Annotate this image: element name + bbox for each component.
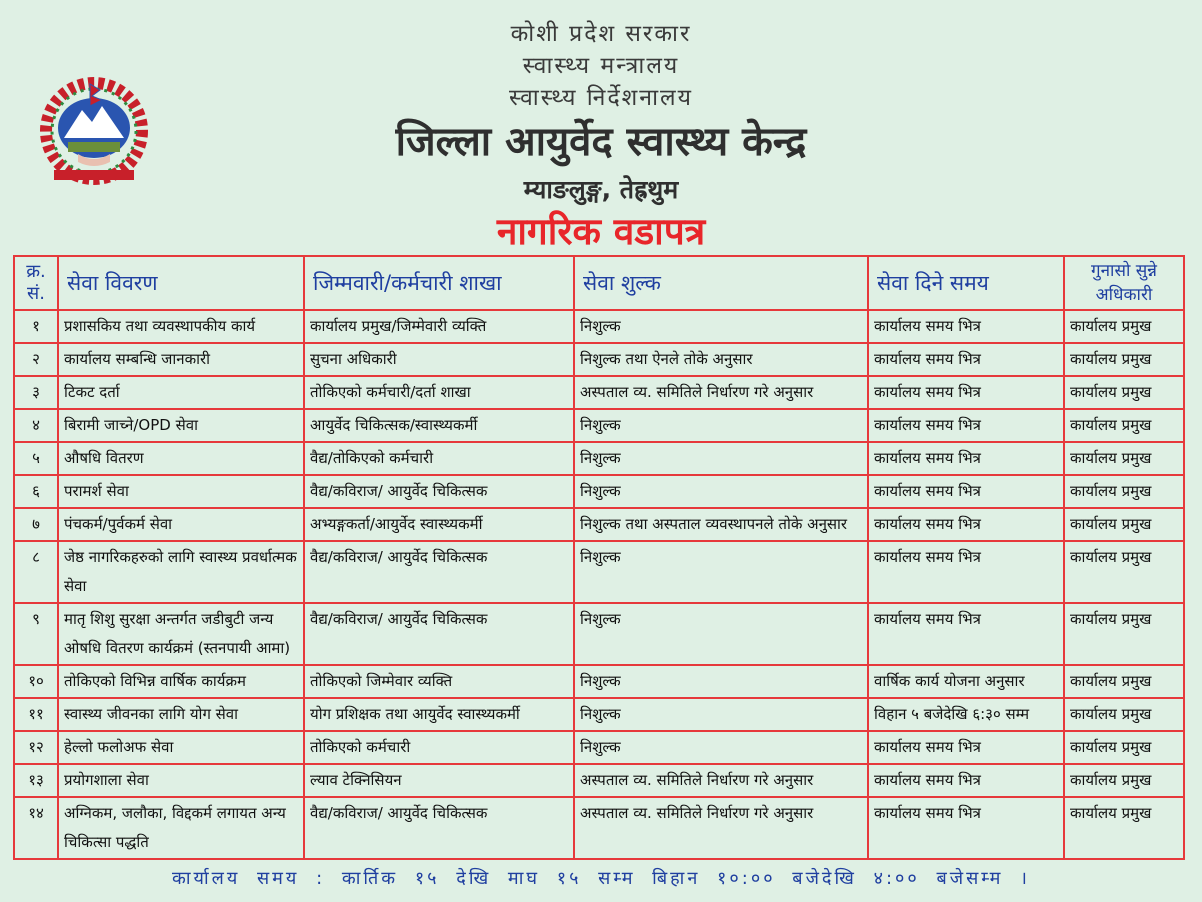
header-fee: सेवा शुल्क [574, 256, 868, 310]
table-row [14, 508, 1184, 541]
cell-sn: २ [14, 343, 58, 376]
directorate-name: स्वास्थ्य निर्देशनालय [509, 85, 693, 111]
cell-time: कार्यालय समय भित्र [868, 731, 1064, 764]
office-hours-footer: कार्यालय समय : कार्तिक १५ देखि माघ १५ सम्म बिहान १०:०० बजेदेखि ४:०० बजेसम्म । [172, 868, 1030, 889]
cell-fee: निशुल्क [574, 665, 868, 698]
cell-responsible: तोकिएको जिम्मेवार व्यक्ति [304, 665, 574, 698]
header-time: सेवा दिने समय [868, 256, 1064, 310]
cell-authority: कार्यालय प्रमुख [1064, 541, 1184, 603]
cell-authority: कार्यालय प्रमुख [1064, 508, 1184, 541]
cell-authority: कार्यालय प्रमुख [1064, 310, 1184, 343]
office-location: म्याङलुङ्ग, तेह्रथुम [523, 175, 679, 204]
cell-time: कार्यालय समय भित्र [868, 541, 1064, 603]
cell-fee: निशुल्क [574, 475, 868, 508]
cell-sn: ५ [14, 442, 58, 475]
cell-time: कार्यालय समय भित्र [868, 409, 1064, 442]
cell-service: कार्यालय सम्बन्धि जानकारी [58, 343, 304, 376]
cell-service: परामर्श सेवा [58, 475, 304, 508]
government-name: कोशी प्रदेश सरकार [510, 21, 692, 47]
cell-sn: ११ [14, 698, 58, 731]
table-row [14, 665, 1184, 698]
cell-fee: अस्पताल व्य. समितिले निर्धारण गरे अनुसार [574, 797, 868, 859]
header-authority: गुनासो सुन्ने अधिकारी [1064, 256, 1184, 310]
cell-responsible: वैद्य/कविराज/ आयुर्वेद चिकित्सक [304, 541, 574, 603]
header-sn: क्र. सं. [14, 256, 58, 310]
table-row [14, 731, 1184, 764]
cell-service: मातृ शिशु सुरक्षा अन्तर्गत जडीबुटी जन्य ओषधि वितरण कार्यक्रमं (स्तनपायी आमा) [58, 603, 304, 665]
cell-responsible: ल्याव टेक्निसियन [304, 764, 574, 797]
cell-responsible: योग प्रशिक्षक तथा आयुर्वेद स्वास्थ्यकर्मी [304, 698, 574, 731]
cell-sn: ६ [14, 475, 58, 508]
cell-responsible: वैद्य/कविराज/ आयुर्वेद चिकित्सक [304, 603, 574, 665]
cell-fee: निशुल्क [574, 698, 868, 731]
cell-responsible: कार्यालय प्रमुख/जिम्मेवारी व्यक्ति [304, 310, 574, 343]
cell-authority: कार्यालय प्रमुख [1064, 343, 1184, 376]
cell-time: कार्यालय समय भित्र [868, 475, 1064, 508]
cell-authority: कार्यालय प्रमुख [1064, 698, 1184, 731]
cell-service: तोकिएको विभिन्न वार्षिक कार्यक्रम [58, 665, 304, 698]
cell-service: पंचकर्म/पुर्वकर्म सेवा [58, 508, 304, 541]
cell-service: बिरामी जाच्ने/OPD सेवा [58, 409, 304, 442]
cell-service: जेष्ठ नागरिकहरुको लागि स्वास्थ्य प्रवर्धात्मक सेवा [58, 541, 304, 603]
cell-authority: कार्यालय प्रमुख [1064, 603, 1184, 665]
table-row [14, 376, 1184, 409]
table-row [14, 764, 1184, 797]
cell-sn: ३ [14, 376, 58, 409]
cell-service: टिकट दर्ता [58, 376, 304, 409]
document-title: नागरिक वडापत्र [496, 210, 706, 253]
table-header-row [14, 256, 1184, 310]
citizen-charter-table [13, 255, 1185, 860]
table-row [14, 442, 1184, 475]
cell-fee: निशुल्क [574, 409, 868, 442]
cell-fee: निशुल्क [574, 541, 868, 603]
cell-authority: कार्यालय प्रमुख [1064, 665, 1184, 698]
table-row [14, 343, 1184, 376]
cell-sn: ९ [14, 603, 58, 665]
cell-fee: अस्पताल व्य. समितिले निर्धारण गरे अनुसार [574, 764, 868, 797]
cell-responsible: तोकिएको कर्मचारी/दर्ता शाखा [304, 376, 574, 409]
header-service: सेवा विवरण [58, 256, 304, 310]
cell-service: प्रशासकिय तथा व्यवस्थापकीय कार्य [58, 310, 304, 343]
cell-time: कार्यालय समय भित्र [868, 376, 1064, 409]
cell-fee: अस्पताल व्य. समितिले निर्धारण गरे अनुसार [574, 376, 868, 409]
cell-authority: कार्यालय प्रमुख [1064, 376, 1184, 409]
cell-sn: १ [14, 310, 58, 343]
cell-responsible: सुचना अधिकारी [304, 343, 574, 376]
cell-fee: निशुल्क [574, 731, 868, 764]
cell-sn: १३ [14, 764, 58, 797]
cell-sn: १० [14, 665, 58, 698]
cell-service: हेल्लो फलोअफ सेवा [58, 731, 304, 764]
cell-sn: १२ [14, 731, 58, 764]
cell-responsible: आयुर्वेद चिकित्सक/स्वास्थ्यकर्मी [304, 409, 574, 442]
office-name: जिल्ला आयुर्वेद स्वास्थ्य केन्द्र [395, 119, 807, 165]
header [0, 0, 1202, 255]
table-row [14, 409, 1184, 442]
cell-authority: कार्यालय प्रमुख [1064, 797, 1184, 859]
cell-sn: ७ [14, 508, 58, 541]
cell-authority: कार्यालय प्रमुख [1064, 764, 1184, 797]
cell-service: अग्निकम, जलौका, विद्दकर्म लगायत अन्य चिकित्सा पद्धति [58, 797, 304, 859]
cell-time: विहान ५ बजेदेखि ६:३० सम्म [868, 698, 1064, 731]
cell-time: कार्यालय समय भित्र [868, 603, 1064, 665]
cell-time: कार्यालय समय भित्र [868, 508, 1064, 541]
cell-fee: निशुल्क [574, 442, 868, 475]
cell-service: प्रयोगशाला सेवा [58, 764, 304, 797]
ministry-name: स्वास्थ्य मन्त्रालय [522, 53, 680, 79]
cell-time: कार्यालय समय भित्र [868, 797, 1064, 859]
cell-sn: १४ [14, 797, 58, 859]
cell-responsible: तोकिएको कर्मचारी [304, 731, 574, 764]
table-row [14, 603, 1184, 665]
cell-time: कार्यालय समय भित्र [868, 343, 1064, 376]
table-row [14, 698, 1184, 731]
cell-sn: ८ [14, 541, 58, 603]
cell-authority: कार्यालय प्रमुख [1064, 475, 1184, 508]
cell-responsible: वैद्य/कविराज/ आयुर्वेद चिकित्सक [304, 475, 574, 508]
table-row [14, 541, 1184, 603]
cell-service: स्वास्थ्य जीवनका लागि योग सेवा [58, 698, 304, 731]
cell-responsible: अभ्यङ्गकर्ता/आयुर्वेद स्वास्थ्यकर्मी [304, 508, 574, 541]
cell-service: औषधि वितरण [58, 442, 304, 475]
cell-time: कार्यालय समय भित्र [868, 764, 1064, 797]
cell-time: कार्यालय समय भित्र [868, 310, 1064, 343]
cell-fee: निशुल्क [574, 603, 868, 665]
cell-responsible: वैद्य/तोकिएको कर्मचारी [304, 442, 574, 475]
table-row [14, 310, 1184, 343]
cell-authority: कार्यालय प्रमुख [1064, 442, 1184, 475]
cell-authority: कार्यालय प्रमुख [1064, 731, 1184, 764]
table-row [14, 475, 1184, 508]
cell-time: कार्यालय समय भित्र [868, 442, 1064, 475]
cell-fee: निशुल्क तथा अस्पताल व्यवस्थापनले तोके अनुसार [574, 508, 868, 541]
cell-fee: निशुल्क [574, 310, 868, 343]
header-responsible: जिम्मवारी/कर्मचारी शाखा [304, 256, 574, 310]
cell-fee: निशुल्क तथा ऐनले तोके अनुसार [574, 343, 868, 376]
cell-sn: ४ [14, 409, 58, 442]
cell-time: वार्षिक कार्य योजना अनुसार [868, 665, 1064, 698]
cell-authority: कार्यालय प्रमुख [1064, 409, 1184, 442]
table-row [14, 797, 1184, 859]
cell-responsible: वैद्य/कविराज/ आयुर्वेद चिकित्सक [304, 797, 574, 859]
